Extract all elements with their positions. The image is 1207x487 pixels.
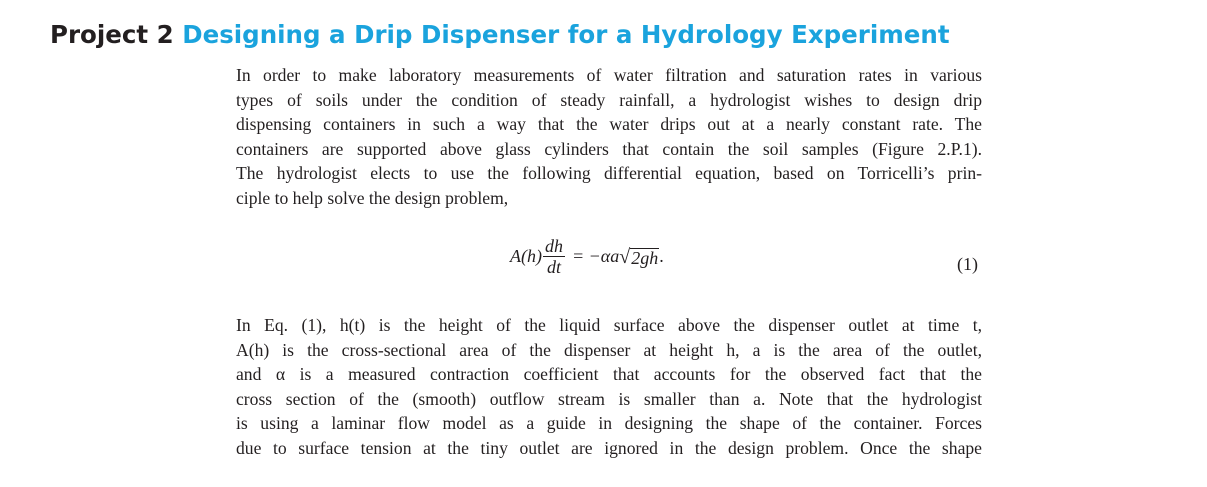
project-title: Designing a Drip Dispenser for a Hydrology Experiment [182, 20, 950, 49]
differential-equation [510, 236, 664, 277]
fraction-denominator: dt [546, 257, 561, 277]
project-label: Project 2 [50, 20, 174, 49]
paragraph-line: A(h) is the cross-sectional area of the dispenser at height h, a is the area of the outlet, [236, 339, 982, 360]
explanation-paragraph [236, 313, 982, 461]
paragraph-line: The hydrologist elects to use the following differential equation, based on Torricelli’s prin- [236, 163, 982, 184]
derivative-fraction [543, 236, 565, 277]
intro-paragraph [236, 63, 982, 211]
paragraph-line: dispensing containers in such a way that the water drips out at a nearly constant rate. The [236, 114, 982, 135]
paragraph-line: ciple to help solve the design problem, [236, 187, 509, 208]
paragraph-line: types of soils under the condition of steady rainfall, a hydrologist wishes to design drip [236, 89, 982, 110]
fraction-numerator: dh [544, 236, 563, 256]
paragraph-line: cross section of the (smooth) outflow stream is smaller than a. Note that the hydrologist [236, 388, 982, 409]
paragraph-line: and α is a measured contraction coefficient that accounts for the observed fact that the [236, 364, 982, 385]
equation-rhs-prefix: = −αa [571, 246, 620, 266]
paragraph-line: In Eq. (1), h(t) is the height of the liquid surface above the dispenser outlet at time t, [236, 315, 982, 335]
paragraph-line: due to surface tension at the tiny outlet are ignored in the design problem. Once the shape [236, 437, 982, 458]
square-root [619, 247, 659, 267]
equation-end: . [659, 246, 664, 266]
section-heading [50, 18, 950, 52]
equation-number: (1) [957, 254, 978, 274]
equation-lhs: A(h) [510, 246, 542, 266]
paragraph-line: In order to make laboratory measurements of water filtration and saturation rates in various [236, 65, 982, 85]
radicand: 2gh [631, 247, 659, 268]
sqrt-icon: √ [619, 245, 631, 268]
paragraph-line: containers are supported above glass cylinders that contain the soil samples (Figure 2.P.1). [236, 138, 982, 159]
paragraph-line: is using a laminar flow model as a guide in designing the shape of the container. Forces [236, 413, 982, 434]
